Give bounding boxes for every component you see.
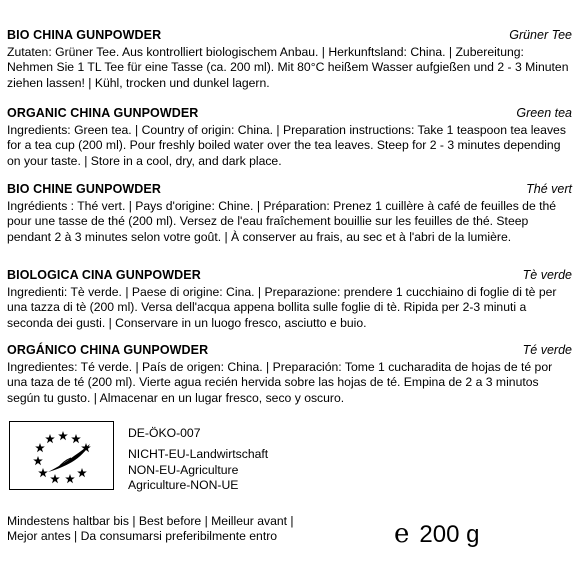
origin-french: Agriculture-NON-UE bbox=[128, 478, 239, 493]
product-description: Ingredienti: Tè verde. | Paese di origine: Cina. | Preparazione: prendere 1 cucchiaino di foglie di tè per una tazza di tè (200 ml). Versa dell'acqua appena bollita sulle foglie di tè. Ripida per 2-3 minuti a seconda dei gusti. | Conservare in un luogo fresco, asciutto e buio. bbox=[7, 285, 557, 330]
product-description: Ingredientes: Té verde. | País de origen: China. | Preparación: Tome 1 cucharadita de hojas de té por una taza de té (200 ml). Vierte agua recién hervida sobre las hojas de té. Empina de 2 a 3 minutos según tu gusto. | Almacenar en un lugar fresco, seco y oscuro. bbox=[7, 360, 553, 405]
product-title: BIO CHINA GUNPOWDER bbox=[7, 28, 162, 42]
origin-english: NON-EU-Agriculture bbox=[128, 462, 239, 477]
eu-organic-leaf-icon bbox=[10, 422, 113, 489]
language-label: Té verde bbox=[522, 343, 572, 357]
net-weight bbox=[394, 519, 479, 549]
section-french bbox=[7, 182, 572, 245]
weight-value: 200 g bbox=[419, 521, 480, 548]
language-label: Tè verde bbox=[522, 268, 572, 282]
certification-block bbox=[128, 426, 268, 494]
section-german bbox=[7, 28, 572, 91]
estimated-sign-icon: e bbox=[394, 519, 410, 549]
product-description: Ingredients: Green tea. | Country of origin: China. | Preparation instructions: Take 1 teaspoon tea leaves for a tea cup (200 ml). Pour freshly boiled water over the tea leaves. Steep for 2 - 3 minutes depending on your taste. | Store in a cool, dry, and dark place. bbox=[7, 123, 566, 168]
language-label: Green tea bbox=[516, 106, 572, 120]
product-title: BIOLOGICA CINA GUNPOWDER bbox=[7, 268, 201, 282]
section-italian bbox=[7, 268, 572, 331]
section-english bbox=[7, 106, 572, 169]
product-title: ORGÁNICO CHINA GUNPOWDER bbox=[7, 343, 209, 357]
product-title: BIO CHINE GUNPOWDER bbox=[7, 182, 161, 196]
section-spanish bbox=[7, 343, 572, 406]
product-title: ORGANIC CHINA GUNPOWDER bbox=[7, 106, 199, 120]
product-description: Zutaten: Grüner Tee. Aus kontrolliert biologischem Anbau. | Herkunftsland: China. | Zubereitung: Nehmen Sie 1 TL Tee für eine Tasse (ca. 200 ml). Mit 80°C heißem Wasser aufgießen und 2 - 3 Minuten ziehen lassen! | Kühl, trocken und dunkel lagern. bbox=[7, 45, 569, 90]
language-label: Grüner Tee bbox=[509, 28, 572, 42]
eu-organic-logo bbox=[9, 421, 114, 490]
origin-german: NICHT-EU-Landwirtschaft bbox=[128, 447, 269, 462]
product-description: Ingrédients : Thé vert. | Pays d'origine: Chine. | Préparation: Prenez 1 cuillère à café de feuilles de thé pour une tasse de thé (200 ml). Versez de l'eau fraîchement bouillie sur les feuilles de thé. Steep pendant 2 à 3 minutes selon votre goût. | À conserver au frais, au sec et à l'abri de la lumière. bbox=[7, 199, 557, 244]
certification-code: DE-ÖKO-007 bbox=[128, 426, 201, 440]
language-label: Thé vert bbox=[526, 182, 572, 196]
best-before-label: Mindestens haltbar bis | Best before | Meilleur avant | Mejor antes | Da consumarsi preferibilmente entro bbox=[7, 514, 294, 544]
